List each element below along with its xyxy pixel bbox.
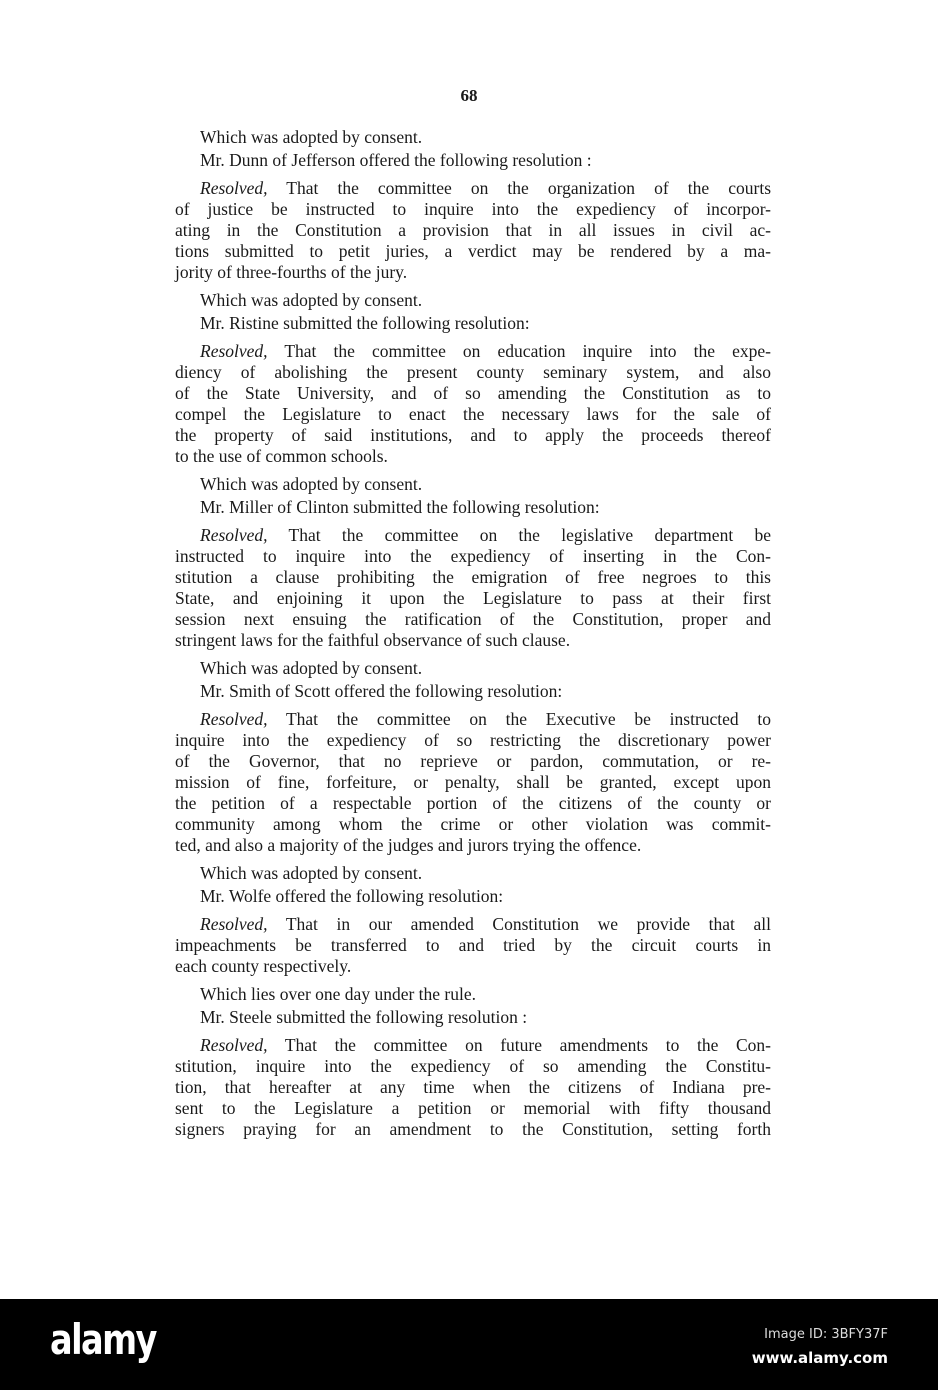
text-line: Mr. Steele submitted the following resolution :	[200, 1007, 528, 1027]
text-line: Which was adopted by consent.	[200, 863, 423, 883]
line-text: That the committee on the Executive be instructed to	[267, 709, 771, 729]
text-line: Mr. Miller of Clinton submitted the following resolution:	[200, 497, 600, 517]
text-line: of the Governor, that no reprieve or pardon, commutation, or re-	[175, 751, 771, 771]
resolution-paragraph	[175, 1035, 771, 1140]
text-line: inquire into the expediency of so restricting the discretionary power	[175, 730, 771, 750]
text-line: each county respectively.	[175, 956, 352, 976]
page-number: 68	[460, 86, 478, 105]
text-line: to the use of common schools.	[175, 446, 388, 466]
proceeding-notice	[175, 473, 771, 519]
text-line: Mr. Ristine submitted the following resolution:	[200, 313, 530, 333]
proceeding-notice	[175, 289, 771, 335]
text-line: Mr. Smith of Scott offered the following resolution:	[200, 681, 563, 701]
text-line	[175, 178, 771, 199]
text-line: session next ensuing the ratification of the Constitution, proper and	[175, 609, 771, 629]
text-line: tions submitted to petit juries, a verdict may be rendered by a ma-	[175, 241, 771, 261]
line-text: That the committee on the organization of the courts	[267, 178, 771, 198]
resolution-paragraph	[175, 914, 771, 977]
text-line: stitution a clause prohibiting the emigration of free negroes to this	[175, 567, 771, 587]
text-line	[175, 1035, 771, 1056]
text-line: Which was adopted by consent.	[200, 290, 423, 310]
resolved-label: Resolved,	[200, 178, 268, 198]
resolved-label: Resolved,	[200, 525, 268, 545]
text-line: Mr. Wolfe offered the following resolution:	[200, 886, 504, 906]
proceeding-notice	[175, 126, 771, 172]
resolved-label: Resolved,	[200, 709, 268, 729]
resolution-paragraph	[175, 341, 771, 467]
watermark-banner	[0, 1299, 938, 1390]
text-line: compel the Legislature to enact the necessary laws for the sale of	[175, 404, 771, 424]
text-line: diency of abolishing the present county seminary system, and also	[175, 362, 771, 382]
resolved-label: Resolved,	[200, 1035, 268, 1055]
text-line: of justice be instructed to inquire into the expediency of incorpor-	[175, 199, 771, 219]
text-line: sent to the Legislature a petition or memorial with fifty thousand	[175, 1098, 771, 1118]
text-line	[175, 525, 771, 546]
website-url: www.alamy.com	[751, 1349, 888, 1367]
line-text: That in our amended Constitution we provide that all	[267, 914, 771, 934]
text-line: ted, and also a majority of the judges and jurors trying the offence.	[175, 835, 642, 855]
text-line: of the State University, and of so amending the Constitution as to	[175, 383, 771, 403]
line-text: That the committee on future amendments to the Con-	[267, 1035, 771, 1055]
text-line: Which was adopted by consent.	[200, 127, 423, 147]
text-line: stringent laws for the faithful observance of such clause.	[175, 630, 571, 650]
text-line: community among whom the crime or other violation was commit-	[175, 814, 771, 834]
image-id: Image ID: 3BFY37F	[764, 1327, 888, 1342]
text-line	[175, 709, 771, 730]
text-line: instructed to inquire into the expediency of inserting in the Con-	[175, 546, 771, 566]
resolved-label: Resolved,	[200, 341, 268, 361]
text-line: the petition of a respectable portion of the citizens of the county or	[175, 793, 771, 813]
text-line: stitution, inquire into the expediency of so amending the Constitu-	[175, 1056, 771, 1076]
line-text: That the committee on education inquire into the expe-	[267, 341, 771, 361]
line-text: That the committee on the legislative department be	[267, 525, 771, 545]
text-line: ating in the Constitution a provision that in all issues in civil ac-	[175, 220, 771, 240]
text-line: mission of fine, forfeiture, or penalty, shall be granted, except upon	[175, 772, 771, 792]
document-body	[175, 126, 771, 1146]
text-line: State, and enjoining it upon the Legislature to pass at their first	[175, 588, 771, 608]
text-line: Which lies over one day under the rule.	[200, 984, 477, 1004]
text-line: impeachments be transferred to and tried by the circuit courts in	[175, 935, 771, 955]
text-line: tion, that hereafter at any time when the citizens of Indiana pre-	[175, 1077, 771, 1097]
text-line: signers praying for an amendment to the Constitution, setting forth	[175, 1119, 771, 1139]
alamy-logo: alamy	[50, 1315, 156, 1364]
proceeding-notice	[175, 983, 771, 1029]
resolution-paragraph	[175, 525, 771, 651]
proceeding-notice	[175, 657, 771, 703]
text-line: jority of three-fourths of the jury.	[175, 262, 408, 282]
text-line: Mr. Dunn of Jefferson offered the following resolution :	[200, 150, 592, 170]
resolution-paragraph	[175, 709, 771, 856]
resolved-label: Resolved,	[200, 914, 268, 934]
text-line	[175, 914, 771, 935]
text-line: the property of said institutions, and to apply the proceeds thereof	[175, 425, 771, 445]
text-line: Which was adopted by consent.	[200, 658, 423, 678]
text-line	[175, 341, 771, 362]
text-line: Which was adopted by consent.	[200, 474, 423, 494]
resolution-paragraph	[175, 178, 771, 283]
proceeding-notice	[175, 862, 771, 908]
